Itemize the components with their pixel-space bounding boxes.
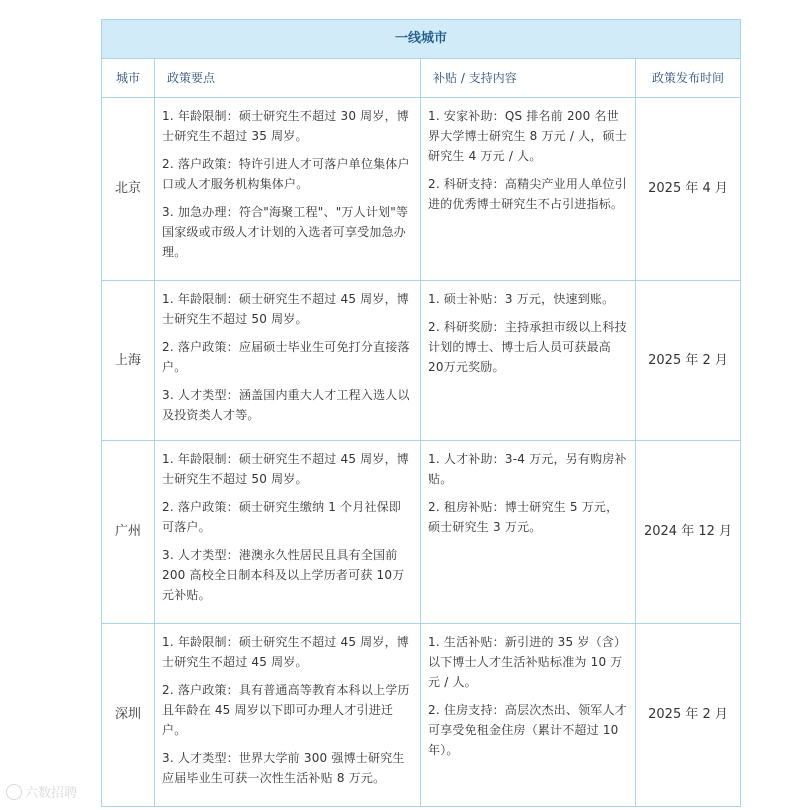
table-row bbox=[102, 98, 741, 281]
policy-item: 1. 年龄限制：硕士研究生不超过 45 周岁，博士研究生不超过 50 周岁。 bbox=[162, 452, 409, 486]
policy-item: 2. 落户政策：具有普通高等教育本科以上学历且年龄在 45 周岁以下即可办理人才引进迁户。 bbox=[162, 683, 410, 737]
policy-cell bbox=[155, 624, 421, 807]
logo-circle-icon bbox=[6, 784, 22, 800]
policy-cell bbox=[155, 98, 421, 281]
table-row bbox=[102, 624, 741, 807]
policy-item: 1. 年龄限制：硕士研究生不超过 45 周岁，博士研究生不超过 45 周岁。 bbox=[162, 635, 409, 669]
subsidy-item: 2. 科研支持：高精尖产业用人单位引进的优秀博士研究生不占引进指标。 bbox=[428, 177, 627, 211]
city-cell: 广州 bbox=[102, 441, 155, 624]
policy-cell bbox=[155, 441, 421, 624]
header-subsidy: 补贴 / 支持内容 bbox=[421, 59, 636, 98]
table-row bbox=[102, 441, 741, 624]
policy-item: 3. 人才类型：涵盖国内重大人才工程入选人以及投资类人才等。 bbox=[162, 388, 410, 422]
header-city: 城市 bbox=[102, 59, 155, 98]
subsidy-item: 1. 人才补助：3-4 万元，另有购房补贴。 bbox=[428, 452, 627, 486]
subsidy-item: 1. 安家补助：QS 排名前 200 名世界大学博士研究生 8 万元 / 人，硕士研究生 4 万元 / 人。 bbox=[428, 109, 627, 163]
subsidy-item: 2. 科研奖励：主持承担市级以上科技计划的博士、博士后人员可获最高 20万元奖励。 bbox=[428, 320, 627, 374]
city-cell: 深圳 bbox=[102, 624, 155, 807]
date-cell: 2025 年 4 月 bbox=[636, 98, 741, 281]
table-title: 一线城市 bbox=[102, 20, 741, 59]
subsidy-cell bbox=[421, 441, 636, 624]
date-cell: 2024 年 12 月 bbox=[636, 441, 741, 624]
policy-item: 2. 落户政策：应届硕士毕业生可免打分直接落户。 bbox=[162, 340, 410, 374]
date-cell: 2025 年 2 月 bbox=[636, 281, 741, 441]
date-cell: 2025 年 2 月 bbox=[636, 624, 741, 807]
subsidy-item: 2. 租房补贴：博士研究生 5 万元，硕士研究生 3 万元。 bbox=[428, 500, 619, 534]
policy-item: 2. 落户政策：特许引进人才可落户单位集体户口或人才服务机构集体户。 bbox=[162, 157, 410, 191]
watermark-text: 六数招聘 bbox=[25, 786, 78, 801]
header-policy: 政策要点 bbox=[155, 59, 421, 98]
watermark bbox=[6, 782, 77, 801]
policy-item: 1. 年龄限制：硕士研究生不超过 45 周岁，博士研究生不超过 50 周岁。 bbox=[162, 292, 409, 326]
policy-item: 3. 人才类型：港澳永久性居民且具有全国前 200 高校全日制本科及以上学历者可获 10万元补贴。 bbox=[162, 548, 405, 602]
policy-item: 3. 加急办理：符合"海聚工程"、"万人计划"等国家级或市级人才计划的入选者可享受加急办理。 bbox=[162, 205, 409, 259]
city-cell: 上海 bbox=[102, 281, 155, 441]
policy-table-container bbox=[101, 19, 740, 807]
policy-item: 3. 人才类型：世界大学前 300 强博士研究生应届毕业生可获一次性生活补贴 8 万元。 bbox=[162, 751, 405, 785]
subsidy-cell bbox=[421, 624, 636, 807]
subsidy-item: 1. 硕士补贴：3 万元，快速到账。 bbox=[428, 292, 615, 306]
policy-item: 1. 年龄限制：硕士研究生不超过 30 周岁，博士研究生不超过 35 周岁。 bbox=[162, 109, 409, 143]
policy-item: 2. 落户政策：硕士研究生缴纳 1 个月社保即可落户。 bbox=[162, 500, 402, 534]
subsidy-cell bbox=[421, 98, 636, 281]
header-date: 政策发布时间 bbox=[636, 59, 741, 98]
city-cell: 北京 bbox=[102, 98, 155, 281]
table-row bbox=[102, 281, 741, 441]
policy-table bbox=[101, 19, 741, 807]
subsidy-item: 2. 住房支持：高层次杰出、领军人才可享受免租金住房（累计不超过 10 年）。 bbox=[428, 703, 627, 757]
subsidy-cell bbox=[421, 281, 636, 441]
policy-cell bbox=[155, 281, 421, 441]
subsidy-item: 1. 生活补贴：新引进的 35 岁（含）以下博士人才生活补贴标准为 10 万元 / 人。 bbox=[428, 635, 627, 689]
